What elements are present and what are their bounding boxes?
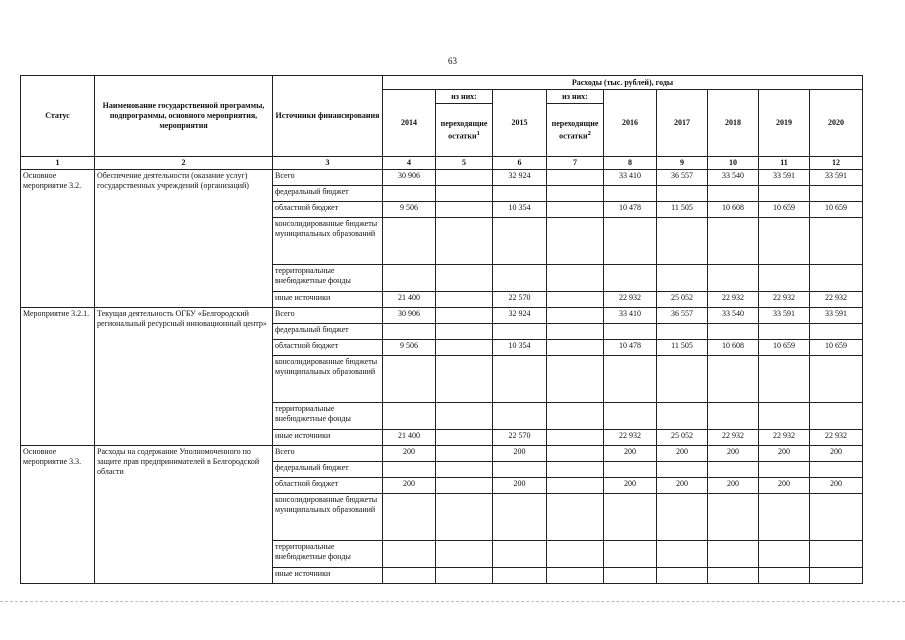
value-cell-y2015 <box>493 403 547 430</box>
value-cell-y2020: 200 <box>810 478 863 494</box>
value-cell-c1 <box>436 541 493 568</box>
value-cell-y2014: 200 <box>383 446 436 462</box>
value-cell-y2020: 22 932 <box>810 292 863 308</box>
value-cell-y2019 <box>759 541 810 568</box>
header-year-2015: 2015 <box>493 90 547 157</box>
value-cell-y2019 <box>759 462 810 478</box>
value-cell-y2018: 10 608 <box>708 340 759 356</box>
column-number: 4 <box>383 157 436 170</box>
value-cell-y2019 <box>759 186 810 202</box>
value-cell-y2019 <box>759 403 810 430</box>
value-cell-y2015 <box>493 324 547 340</box>
value-cell-c2 <box>547 170 604 186</box>
value-cell-y2019: 22 932 <box>759 292 810 308</box>
value-cell-y2016 <box>604 265 657 292</box>
value-cell-y2014 <box>383 568 436 584</box>
value-cell-y2015 <box>493 494 547 541</box>
value-cell-y2014: 30 906 <box>383 170 436 186</box>
value-cell-y2016: 200 <box>604 446 657 462</box>
value-cell-y2018 <box>708 218 759 265</box>
value-cell-y2020 <box>810 356 863 403</box>
value-cell-y2017: 25 052 <box>657 430 708 446</box>
value-cell-y2019: 200 <box>759 478 810 494</box>
value-cell-c1 <box>436 356 493 403</box>
value-cell-y2014 <box>383 403 436 430</box>
value-cell-y2020 <box>810 462 863 478</box>
value-cell-y2016 <box>604 462 657 478</box>
value-cell-y2018 <box>708 324 759 340</box>
value-cell-c2 <box>547 308 604 324</box>
header-year-2020: 2020 <box>810 90 863 157</box>
value-cell-y2019: 200 <box>759 446 810 462</box>
source-cell: территориальные внебюджетные фонды <box>273 403 383 430</box>
value-cell-y2017 <box>657 541 708 568</box>
source-cell: областной бюджет <box>273 340 383 356</box>
source-cell: Всего <box>273 308 383 324</box>
value-cell-y2020 <box>810 403 863 430</box>
value-cell-y2020 <box>810 541 863 568</box>
value-cell-y2018: 22 932 <box>708 430 759 446</box>
value-cell-y2019 <box>759 494 810 541</box>
value-cell-c2 <box>547 292 604 308</box>
source-cell: Всего <box>273 170 383 186</box>
value-cell-y2014 <box>383 356 436 403</box>
value-cell-y2015: 22 570 <box>493 430 547 446</box>
value-cell-y2017: 11 505 <box>657 340 708 356</box>
value-cell-y2017: 36 557 <box>657 170 708 186</box>
value-cell-y2019 <box>759 265 810 292</box>
value-cell-y2020: 10 659 <box>810 340 863 356</box>
value-cell-y2016 <box>604 186 657 202</box>
header-year-2017: 2017 <box>657 90 708 157</box>
value-cell-c2 <box>547 356 604 403</box>
value-cell-y2014 <box>383 462 436 478</box>
value-cell-c1 <box>436 478 493 494</box>
value-cell-y2017: 200 <box>657 446 708 462</box>
value-cell-c2 <box>547 462 604 478</box>
column-number: 5 <box>436 157 493 170</box>
value-cell-c2 <box>547 446 604 462</box>
value-cell-y2020: 33 591 <box>810 308 863 324</box>
column-number: 9 <box>657 157 708 170</box>
value-cell-y2020: 10 659 <box>810 202 863 218</box>
header-sources: Источники финансирования <box>273 76 383 157</box>
value-cell-c1 <box>436 403 493 430</box>
value-cell-c1 <box>436 308 493 324</box>
value-cell-y2019: 10 659 <box>759 202 810 218</box>
table-row <box>21 446 863 462</box>
value-cell-y2015 <box>493 541 547 568</box>
value-cell-y2019: 22 932 <box>759 430 810 446</box>
value-cell-y2018 <box>708 186 759 202</box>
header-year-2019: 2019 <box>759 90 810 157</box>
header-expenses: Расходы (тыс. рублей), годы <box>383 76 863 90</box>
value-cell-c1 <box>436 340 493 356</box>
value-cell-c2 <box>547 541 604 568</box>
value-cell-c2 <box>547 478 604 494</box>
value-cell-y2020 <box>810 568 863 584</box>
value-cell-y2015 <box>493 218 547 265</box>
value-cell-y2018: 10 608 <box>708 202 759 218</box>
value-cell-y2015: 10 354 <box>493 340 547 356</box>
header-carryover-2: переходящие остатки$^2$ <box>547 104 604 157</box>
source-cell: консолидированные бюджеты муниципальных образований <box>273 356 383 403</box>
value-cell-y2014 <box>383 494 436 541</box>
scan-edge-line <box>0 601 905 602</box>
table-row <box>21 170 863 186</box>
table-body <box>21 170 863 584</box>
value-cell-y2016: 33 410 <box>604 170 657 186</box>
value-cell-y2016 <box>604 568 657 584</box>
value-cell-y2017 <box>657 186 708 202</box>
value-cell-c2 <box>547 324 604 340</box>
value-cell-y2017: 25 052 <box>657 292 708 308</box>
value-cell-y2016 <box>604 324 657 340</box>
column-number: 6 <box>493 157 547 170</box>
value-cell-y2017 <box>657 494 708 541</box>
source-cell: Всего <box>273 446 383 462</box>
value-cell-y2019 <box>759 324 810 340</box>
value-cell-y2018 <box>708 568 759 584</box>
value-cell-c2 <box>547 568 604 584</box>
value-cell-y2018 <box>708 356 759 403</box>
value-cell-y2014: 30 906 <box>383 308 436 324</box>
value-cell-c2 <box>547 340 604 356</box>
value-cell-y2018: 33 540 <box>708 170 759 186</box>
value-cell-c2 <box>547 430 604 446</box>
value-cell-y2018 <box>708 265 759 292</box>
value-cell-y2016: 10 478 <box>604 202 657 218</box>
column-number-row <box>21 157 863 170</box>
header-year-2016: 2016 <box>604 90 657 157</box>
value-cell-y2019 <box>759 356 810 403</box>
value-cell-c1 <box>436 186 493 202</box>
column-number: 11 <box>759 157 810 170</box>
value-cell-y2020 <box>810 324 863 340</box>
value-cell-y2020 <box>810 218 863 265</box>
value-cell-y2014: 9 506 <box>383 202 436 218</box>
value-cell-c2 <box>547 265 604 292</box>
value-cell-y2015 <box>493 462 547 478</box>
value-cell-c1 <box>436 494 493 541</box>
value-cell-y2015 <box>493 265 547 292</box>
source-cell: иные источники <box>273 430 383 446</box>
value-cell-y2015 <box>493 356 547 403</box>
value-cell-y2018 <box>708 403 759 430</box>
value-cell-y2017: 11 505 <box>657 202 708 218</box>
value-cell-c1 <box>436 568 493 584</box>
column-number: 1 <box>21 157 95 170</box>
value-cell-y2016: 10 478 <box>604 340 657 356</box>
header-status: Статус <box>21 76 95 157</box>
source-cell: федеральный бюджет <box>273 324 383 340</box>
table-row <box>21 308 863 324</box>
value-cell-c1 <box>436 324 493 340</box>
value-cell-c1 <box>436 292 493 308</box>
source-cell: иные источники <box>273 292 383 308</box>
value-cell-y2014: 21 400 <box>383 430 436 446</box>
value-cell-y2015: 32 924 <box>493 308 547 324</box>
value-cell-y2014: 21 400 <box>383 292 436 308</box>
value-cell-c1 <box>436 265 493 292</box>
value-cell-y2017 <box>657 568 708 584</box>
value-cell-y2019: 33 591 <box>759 170 810 186</box>
status-cell: Основное мероприятие 3.3. <box>21 446 95 584</box>
value-cell-y2015 <box>493 568 547 584</box>
header-carryover-1: переходящие остатки$^1$ <box>436 104 493 157</box>
value-cell-y2020: 200 <box>810 446 863 462</box>
column-number: 8 <box>604 157 657 170</box>
header-year-2018: 2018 <box>708 90 759 157</box>
source-cell: территориальные внебюджетные фонды <box>273 265 383 292</box>
source-cell: консолидированные бюджеты муниципальных образований <box>273 494 383 541</box>
value-cell-y2019 <box>759 568 810 584</box>
value-cell-y2014 <box>383 541 436 568</box>
column-number: 10 <box>708 157 759 170</box>
value-cell-y2018: 33 540 <box>708 308 759 324</box>
value-cell-c1 <box>436 170 493 186</box>
value-cell-y2014 <box>383 218 436 265</box>
value-cell-y2020: 22 932 <box>810 430 863 446</box>
value-cell-y2017 <box>657 403 708 430</box>
value-cell-y2017 <box>657 356 708 403</box>
source-cell: федеральный бюджет <box>273 462 383 478</box>
source-cell: областной бюджет <box>273 202 383 218</box>
value-cell-y2015: 200 <box>493 446 547 462</box>
value-cell-c2 <box>547 218 604 265</box>
column-number: 2 <box>95 157 273 170</box>
value-cell-y2015: 32 924 <box>493 170 547 186</box>
value-cell-y2017 <box>657 265 708 292</box>
value-cell-y2014 <box>383 265 436 292</box>
name-cell: Расходы на содержание Уполномоченного по защите прав предпринимателей в Белгородской области <box>95 446 273 584</box>
value-cell-y2015: 22 570 <box>493 292 547 308</box>
value-cell-c1 <box>436 218 493 265</box>
value-cell-y2016 <box>604 541 657 568</box>
header-of-them-1: из них: <box>436 90 493 104</box>
value-cell-y2020 <box>810 186 863 202</box>
value-cell-y2016 <box>604 356 657 403</box>
status-cell: Основное мероприятие 3.2. <box>21 170 95 308</box>
value-cell-c1 <box>436 202 493 218</box>
value-cell-y2015: 200 <box>493 478 547 494</box>
value-cell-y2017 <box>657 218 708 265</box>
value-cell-y2016: 22 932 <box>604 430 657 446</box>
header-of-them-2: из них: <box>547 90 604 104</box>
column-number: 12 <box>810 157 863 170</box>
source-cell: федеральный бюджет <box>273 186 383 202</box>
column-number: 7 <box>547 157 604 170</box>
value-cell-y2016 <box>604 218 657 265</box>
value-cell-c1 <box>436 430 493 446</box>
value-cell-y2016 <box>604 403 657 430</box>
value-cell-y2019 <box>759 218 810 265</box>
value-cell-y2017 <box>657 462 708 478</box>
value-cell-y2020 <box>810 265 863 292</box>
value-cell-y2018 <box>708 541 759 568</box>
source-cell: консолидированные бюджеты муниципальных образований <box>273 218 383 265</box>
value-cell-c1 <box>436 446 493 462</box>
value-cell-y2020: 33 591 <box>810 170 863 186</box>
value-cell-y2018: 200 <box>708 478 759 494</box>
value-cell-y2016: 22 932 <box>604 292 657 308</box>
value-cell-y2019: 10 659 <box>759 340 810 356</box>
name-cell: Текущая деятельность ОГБУ «Белгородский региональный ресурсный инновационный центр» <box>95 308 273 446</box>
value-cell-y2020 <box>810 494 863 541</box>
header-name: Наименование государственной программы, подпрограммы, основного мероприятия, мероприятия <box>95 76 273 157</box>
page-number: 63 <box>448 56 457 66</box>
value-cell-y2016 <box>604 494 657 541</box>
value-cell-y2014 <box>383 186 436 202</box>
value-cell-y2018 <box>708 462 759 478</box>
value-cell-y2016: 33 410 <box>604 308 657 324</box>
value-cell-y2014: 9 506 <box>383 340 436 356</box>
status-cell: Мероприятие 3.2.1. <box>21 308 95 446</box>
value-cell-c2 <box>547 186 604 202</box>
value-cell-y2018 <box>708 494 759 541</box>
source-cell: областной бюджет <box>273 478 383 494</box>
header-year-2014: 2014 <box>383 90 436 157</box>
value-cell-y2018: 200 <box>708 446 759 462</box>
value-cell-y2018: 22 932 <box>708 292 759 308</box>
value-cell-c2 <box>547 403 604 430</box>
value-cell-y2016: 200 <box>604 478 657 494</box>
value-cell-y2014 <box>383 324 436 340</box>
value-cell-y2017: 200 <box>657 478 708 494</box>
value-cell-y2019: 33 591 <box>759 308 810 324</box>
column-number: 3 <box>273 157 383 170</box>
source-cell: территориальные внебюджетные фонды <box>273 541 383 568</box>
value-cell-y2017 <box>657 324 708 340</box>
value-cell-y2017: 36 557 <box>657 308 708 324</box>
value-cell-c1 <box>436 462 493 478</box>
value-cell-y2015 <box>493 186 547 202</box>
budget-table <box>20 75 863 584</box>
value-cell-y2014: 200 <box>383 478 436 494</box>
value-cell-c2 <box>547 494 604 541</box>
value-cell-c2 <box>547 202 604 218</box>
source-cell: иные источники <box>273 568 383 584</box>
name-cell: Обеспечение деятельности (оказание услуг) государственных учреждений (организаций) <box>95 170 273 308</box>
value-cell-y2015: 10 354 <box>493 202 547 218</box>
